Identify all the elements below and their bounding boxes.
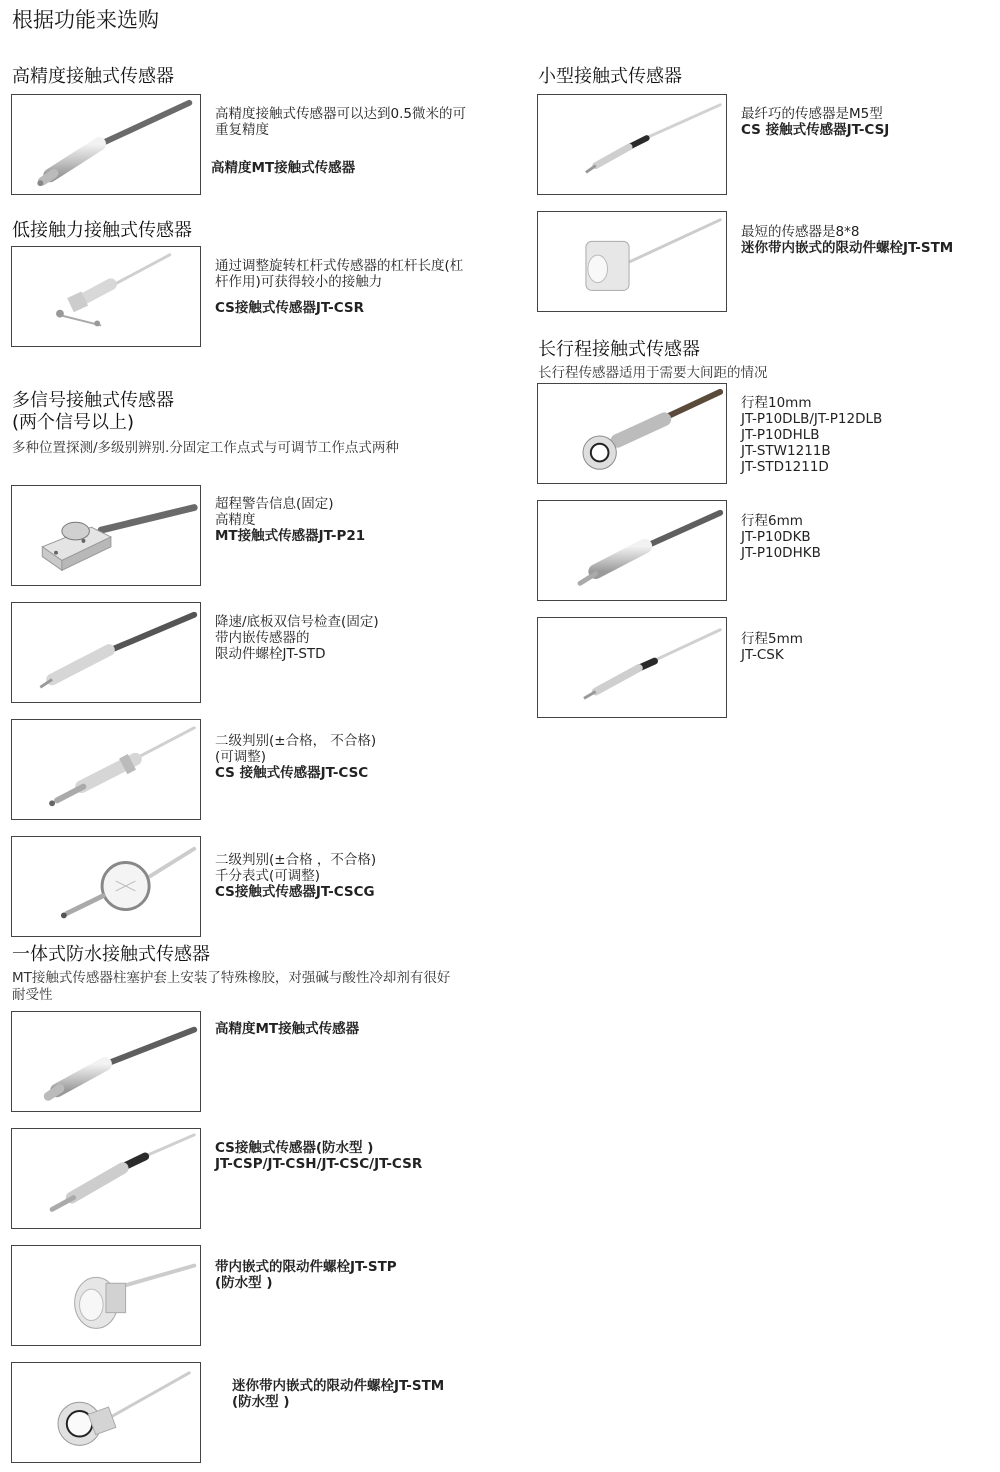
product-model-line: (防水型 ) xyxy=(215,1275,273,1291)
product-text xyxy=(215,614,379,662)
product-desc-line: 行程5mm xyxy=(741,631,803,647)
product-model-line: JT-CSP/JT-CSH/JT-CSC/JT-CSR xyxy=(215,1156,423,1172)
mt-probe-image xyxy=(12,95,200,194)
section-desc-waterproof xyxy=(12,970,450,1004)
product-image-short-cylinder xyxy=(537,211,727,312)
product-desc-line: 行程6mm xyxy=(741,513,803,529)
section-title-high-precision: 高精度接触式传感器 xyxy=(12,66,174,87)
product-model xyxy=(232,1378,444,1410)
product-text xyxy=(215,852,376,900)
section-title-multi-signal xyxy=(12,390,174,434)
product-image-lever-probe xyxy=(11,246,201,347)
section-desc-long-stroke: 长行程传感器适用于需要大间距的情况 xyxy=(538,365,768,381)
product-text xyxy=(215,733,376,781)
product-text xyxy=(215,258,463,316)
dial-gauge-probe-image xyxy=(12,837,200,936)
product-model xyxy=(215,1259,397,1291)
product-image-block-probe xyxy=(11,485,201,586)
product-desc-line: JT-P10DHLB xyxy=(741,427,820,443)
product-model-line: CS 接触式传感器JT-CSC xyxy=(215,765,369,781)
product-desc-line: JT-STD1211D xyxy=(741,459,829,475)
section-title-low-force: 低接触力接触式传感器 xyxy=(12,220,192,241)
lever-probe-image xyxy=(12,247,200,346)
product-image-mt-probe xyxy=(11,94,201,195)
product-image-stm-bolt xyxy=(11,1362,201,1463)
product-text xyxy=(215,496,365,544)
product-model-line: 迷你带内嵌式的限动件螺栓JT-STM xyxy=(232,1378,445,1394)
product-model-line: MT接触式传感器JT-P21 xyxy=(215,528,366,544)
product-desc-line: JT-P10DKB xyxy=(741,529,811,545)
mt-probe-image xyxy=(12,1012,200,1111)
section-title-line: 多信号接触式传感器 xyxy=(12,390,174,411)
product-desc-line: 最短的传感器是8*8 xyxy=(741,224,860,240)
section-desc-line: 耐受性 xyxy=(12,987,53,1003)
product-model-line: 带内嵌式的限动件螺栓JT-STP xyxy=(215,1259,397,1275)
product-desc-line: 二级判别(±合格， 不合格) xyxy=(215,733,377,749)
section-title-waterproof: 一体式防水接触式传感器 xyxy=(12,944,210,965)
bolt-probe-image xyxy=(12,603,200,702)
product-desc-line: 重复精度 xyxy=(215,122,269,138)
product-desc-line: JT-STW1211B xyxy=(741,443,831,459)
product-model-line: (防水型 ) xyxy=(232,1394,290,1410)
product-desc-line: 二级判别(±合格 ，不合格) xyxy=(215,852,377,868)
product-model-line: CS接触式传感器JT-CSCG xyxy=(215,884,375,900)
product-text xyxy=(741,106,889,138)
product-image-cs-waterproof xyxy=(11,1128,201,1229)
product-model-line: CS 接触式传感器JT-CSJ xyxy=(741,122,890,138)
product-text xyxy=(741,513,821,561)
section-title-line: (两个信号以上) xyxy=(12,412,135,433)
stm-bolt-image xyxy=(12,1363,200,1462)
product-text xyxy=(741,631,803,663)
section-desc-multi-signal: 多种位置探测/多级别辨别.分固定工作点式与可调节工作点式两种 xyxy=(12,440,399,456)
product-desc-line: 带内嵌传感器的 xyxy=(215,630,310,646)
product-model xyxy=(215,1021,359,1037)
page-title: 根据功能来选购 xyxy=(12,8,159,32)
product-desc-line: 通过调整旋转杠杆式传感器的杠杆长度(杠 xyxy=(215,258,464,274)
slim-probe-image xyxy=(538,95,726,194)
product-desc-line: 高精度 xyxy=(215,512,256,528)
product-image-slim-probe xyxy=(537,94,727,195)
product-model xyxy=(215,1140,422,1172)
product-image-stroke6 xyxy=(537,500,727,601)
stroke6-image xyxy=(538,501,726,600)
product-image-adjustable-probe xyxy=(11,719,201,820)
product-desc-line: 杆作用)可获得较小的接触力 xyxy=(215,274,383,290)
product-model-line: 迷你带内嵌式的限动件螺栓JT-STM xyxy=(741,240,954,256)
section-desc-line: MT接触式传感器柱塞护套上安装了特殊橡胶，对强碱与酸性冷却剂有很好 xyxy=(12,970,451,986)
product-image-stroke10 xyxy=(537,383,727,484)
cs-waterproof-image xyxy=(12,1129,200,1228)
stroke5-image xyxy=(538,618,726,717)
product-desc-line: 超程警告信息(固定) xyxy=(215,496,334,512)
stp-bolt-image xyxy=(12,1246,200,1345)
product-desc-line: 高精度接触式传感器可以达到0.5微米的可 xyxy=(215,106,466,122)
product-model-line: CS接触式传感器(防水型 ) xyxy=(215,1140,374,1156)
block-probe-image xyxy=(12,486,200,585)
adjustable-probe-image xyxy=(12,720,200,819)
product-desc-line: 最纤巧的传感器是M5型 xyxy=(741,106,883,122)
product-text xyxy=(741,395,882,475)
short-cylinder-image xyxy=(538,212,726,311)
product-text xyxy=(741,224,953,256)
product-desc-line: JT-P10DLB/JT-P12DLB xyxy=(741,411,883,427)
product-desc-line: 行程10mm xyxy=(741,395,812,411)
product-text xyxy=(215,106,466,138)
product-image-dial-gauge xyxy=(11,836,201,937)
product-image-stroke5 xyxy=(537,617,727,718)
product-desc-line: 降速/底板双信号检查(固定) xyxy=(215,614,379,630)
section-title-long-stroke: 长行程接触式传感器 xyxy=(538,339,700,360)
product-model-line: CS接触式传感器JT-CSR xyxy=(215,300,365,316)
product-desc-line: JT-P10DHKB xyxy=(741,545,821,561)
product-image-mt-probe-waterproof xyxy=(11,1011,201,1112)
product-desc-line: (可调整) xyxy=(215,749,267,765)
product-model-line: 高精度MT接触式传感器 xyxy=(211,160,356,176)
product-image-stp-bolt xyxy=(11,1245,201,1346)
product-desc-line: 限动件螺栓JT-STD xyxy=(215,646,326,662)
product-model-line: 高精度MT接触式传感器 xyxy=(215,1021,360,1037)
product-image-bolt-probe xyxy=(11,602,201,703)
product-desc-line: 千分表式(可调整) xyxy=(215,868,321,884)
section-title-small: 小型接触式传感器 xyxy=(538,66,682,87)
stroke10-image xyxy=(538,384,726,483)
product-desc-line: JT-CSK xyxy=(741,647,784,663)
product-model xyxy=(211,160,355,176)
